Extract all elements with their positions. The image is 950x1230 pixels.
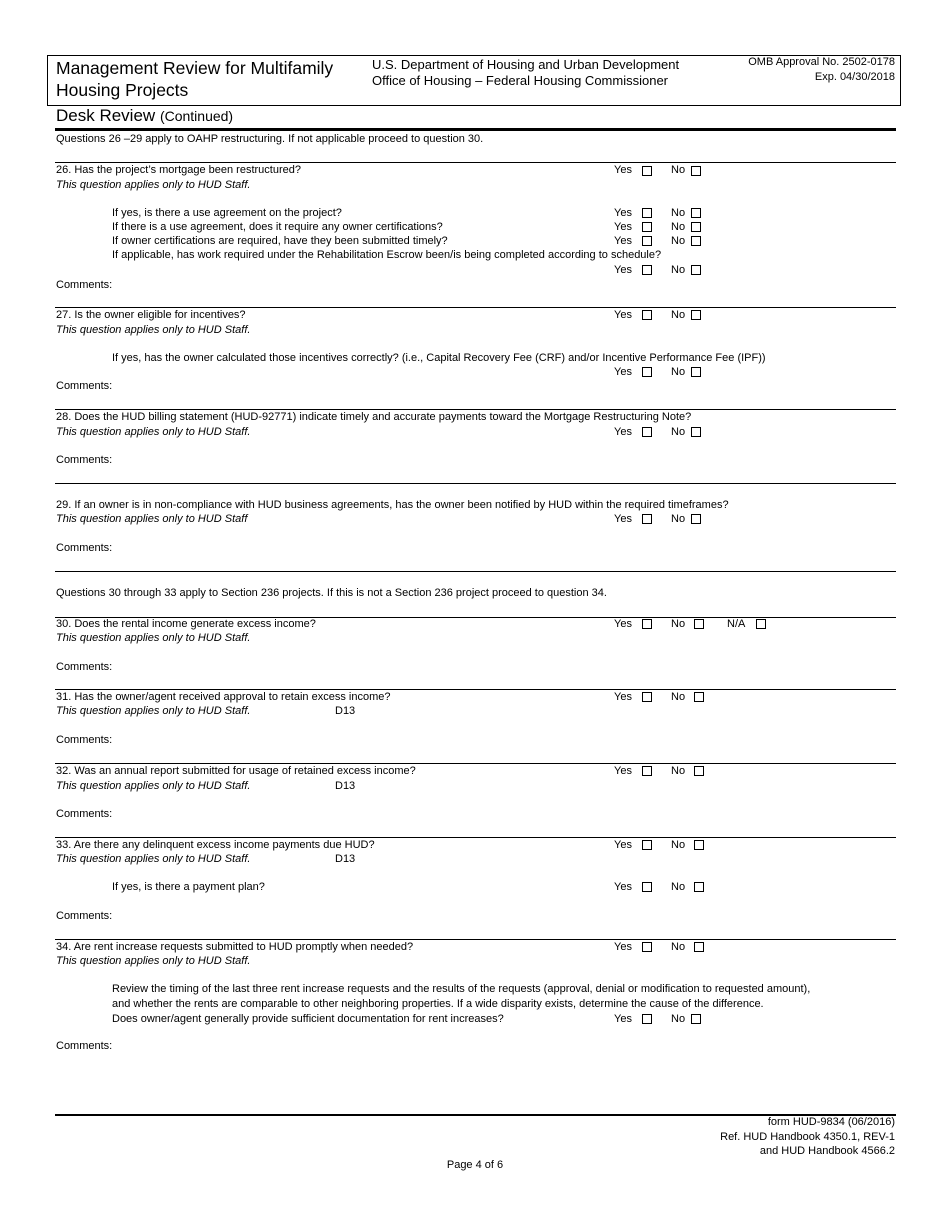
yes-label: Yes [614, 366, 632, 378]
no-label: No [671, 839, 686, 851]
divider [55, 689, 896, 690]
q34-no-checkbox[interactable] [694, 942, 704, 952]
no-label: No [671, 264, 686, 276]
q31-no-checkbox[interactable] [694, 692, 704, 702]
question-32: 32. Was an annual report submitted for usage of retained excess income? [56, 765, 416, 777]
no-label: No [671, 207, 686, 219]
q26-sub2: If there is a use agreement, does it require any owner certifications? [112, 221, 443, 233]
question-26: 26. Has the project’s mortgage been restructured? [56, 164, 301, 176]
q27a-no-checkbox[interactable] [691, 367, 701, 377]
q26a-no-checkbox[interactable] [691, 208, 701, 218]
no-label: No [671, 691, 686, 703]
handbook-ref-1: Ref. HUD Handbook 4350.1, REV-1 [720, 1131, 895, 1143]
q27-sub1: If yes, has the owner calculated those incentives correctly? (i.e., Capital Recovery Fee (CRF) and/or Incentive Performance Fee (IPF)) [112, 352, 766, 364]
q26c-no-checkbox[interactable] [691, 236, 701, 246]
staff-note: This question applies only to HUD Staff. [56, 426, 251, 438]
question-34: 34. Are rent increase requests submitted to HUD promptly when needed? [56, 941, 414, 953]
q33-sub1: If yes, is there a payment plan? [112, 881, 265, 893]
comments-label: Comments: [56, 454, 113, 466]
q27a-yes-checkbox[interactable] [642, 367, 652, 377]
yes-label: Yes [614, 426, 632, 438]
q33-no-checkbox[interactable] [694, 840, 704, 850]
staff-note: This question applies only to HUD Staff. [56, 632, 251, 644]
q27-yes-checkbox[interactable] [642, 310, 652, 320]
comments-label: Comments: [56, 734, 113, 746]
no-label: No [671, 881, 686, 893]
q32-no-checkbox[interactable] [694, 766, 704, 776]
question-27: 27. Is the owner eligible for incentives? [56, 309, 246, 321]
yes-label: Yes [614, 691, 632, 703]
no-label: No [671, 765, 686, 777]
q33a-no-checkbox[interactable] [694, 882, 704, 892]
comments-label: Comments: [56, 1040, 113, 1052]
q26b-yes-checkbox[interactable] [642, 222, 652, 232]
yes-label: Yes [614, 765, 632, 777]
comments-label: Comments: [56, 542, 113, 554]
q29-no-checkbox[interactable] [691, 514, 701, 524]
q26-no-checkbox[interactable] [691, 166, 701, 176]
q31-yes-checkbox[interactable] [642, 692, 652, 702]
q26d-yes-checkbox[interactable] [642, 265, 652, 275]
no-label: No [671, 309, 686, 321]
question-33: 33. Are there any delinquent excess income payments due HUD? [56, 839, 375, 851]
yes-label: Yes [614, 164, 632, 176]
omb-approval: OMB Approval No. 2502-0178 [748, 56, 895, 68]
reference-code: D13 [335, 780, 356, 792]
yes-label: Yes [614, 881, 632, 893]
page-number: Page 4 of 6 [446, 1159, 504, 1171]
q26-yes-checkbox[interactable] [642, 166, 652, 176]
q26d-no-checkbox[interactable] [691, 265, 701, 275]
q26-sub3: If owner certifications are required, have they been submitted timely? [112, 235, 448, 247]
q29-yes-checkbox[interactable] [642, 514, 652, 524]
divider [55, 483, 896, 484]
handbook-ref-2: and HUD Handbook 4566.2 [759, 1145, 895, 1157]
no-label: No [671, 941, 686, 953]
department-line1: U.S. Department of Housing and Urban Development [372, 57, 680, 72]
yes-label: Yes [614, 618, 632, 630]
q32-yes-checkbox[interactable] [642, 766, 652, 776]
form-title-line2: Housing Projects [56, 80, 189, 100]
form-number: form HUD-9834 (06/2016) [767, 1116, 895, 1128]
comments-label: Comments: [56, 661, 113, 673]
q34-yes-checkbox[interactable] [642, 942, 652, 952]
question-30: 30. Does the rental income generate excess income? [56, 618, 316, 630]
section-title-text: Desk Review [56, 106, 156, 125]
reference-code: D13 [335, 853, 356, 865]
question-31: 31. Has the owner/agent received approval to retain excess income? [56, 691, 391, 703]
q34a-yes-checkbox[interactable] [642, 1014, 652, 1024]
yes-label: Yes [614, 264, 632, 276]
no-label: No [671, 618, 686, 630]
yes-label: Yes [614, 207, 632, 219]
q34-sub3: Does owner/agent generally provide sufficient documentation for rent increases? [112, 1013, 504, 1025]
q34a-no-checkbox[interactable] [691, 1014, 701, 1024]
q30-na-checkbox[interactable] [756, 619, 766, 629]
section-title [56, 106, 233, 126]
divider [55, 837, 896, 838]
yes-label: Yes [614, 1013, 632, 1025]
q26-sub4: If applicable, has work required under the Rehabilitation Escrow been/is being completed according to schedule? [112, 249, 662, 261]
staff-note: This question applies only to HUD Staff. [56, 705, 251, 717]
q26-sub1: If yes, is there a use agreement on the project? [112, 207, 342, 219]
yes-label: Yes [614, 513, 632, 525]
no-label: No [671, 1013, 686, 1025]
q34-sub2: and whether the rents are comparable to other neighboring properties. If a wide disparity exists, determine the cause of the difference. [112, 998, 764, 1010]
divider [55, 939, 896, 940]
yes-label: Yes [614, 839, 632, 851]
no-label: No [671, 513, 686, 525]
divider [55, 763, 896, 764]
staff-note: This question applies only to HUD Staff. [56, 853, 251, 865]
yes-label: Yes [614, 941, 632, 953]
divider [55, 409, 896, 410]
staff-note: This question applies only to HUD Staff [56, 513, 248, 525]
section-rule [55, 128, 896, 131]
q26c-yes-checkbox[interactable] [642, 236, 652, 246]
q30-no-checkbox[interactable] [694, 619, 704, 629]
divider [55, 162, 896, 163]
q26b-no-checkbox[interactable] [691, 222, 701, 232]
no-label: No [671, 426, 686, 438]
form-title-line1: Management Review for Multifamily [56, 58, 334, 78]
reference-code: D13 [335, 705, 356, 717]
divider [55, 571, 896, 572]
comments-label: Comments: [56, 279, 113, 291]
no-label: No [671, 366, 686, 378]
divider [55, 307, 896, 308]
q30-yes-checkbox[interactable] [642, 619, 652, 629]
staff-note: This question applies only to HUD Staff. [56, 955, 251, 967]
question-28: 28. Does the HUD billing statement (HUD-92771) indicate timely and accurate payments toward the Mortgage Restructuring Note? [56, 411, 692, 423]
staff-note: This question applies only to HUD Staff. [56, 780, 251, 792]
q26a-yes-checkbox[interactable] [642, 208, 652, 218]
intro-section-236: Questions 30 through 33 apply to Section 236 projects. If this is not a Section 236 project proceed to question 34. [56, 587, 607, 599]
comments-label: Comments: [56, 910, 113, 922]
no-label: No [671, 164, 686, 176]
q28-yes-checkbox[interactable] [642, 427, 652, 437]
department-line2: Office of Housing – Federal Housing Commissioner [372, 73, 669, 88]
yes-label: Yes [614, 235, 632, 247]
na-label: N/A [727, 618, 746, 630]
expiration-date: Exp. 04/30/2018 [814, 71, 895, 83]
q34-sub1: Review the timing of the last three rent increase requests and the results of the requests (approval, denial or modification to requested amount), [112, 983, 811, 995]
section-continued: (Continued) [159, 108, 234, 124]
comments-label: Comments: [56, 380, 113, 392]
q27-no-checkbox[interactable] [691, 310, 701, 320]
yes-label: Yes [614, 309, 632, 321]
staff-note: This question applies only to HUD Staff. [56, 179, 251, 191]
staff-note: This question applies only to HUD Staff. [56, 324, 251, 336]
yes-label: Yes [614, 221, 632, 233]
q33-yes-checkbox[interactable] [642, 840, 652, 850]
q33a-yes-checkbox[interactable] [642, 882, 652, 892]
comments-label: Comments: [56, 808, 113, 820]
no-label: No [671, 221, 686, 233]
intro-oahp: Questions 26 –29 apply to OAHP restructuring. If not applicable proceed to question 30. [56, 133, 484, 145]
q28-no-checkbox[interactable] [691, 427, 701, 437]
question-29: 29. If an owner is in non-compliance with HUD business agreements, has the owner been notified by HUD within the required timeframes? [56, 499, 729, 511]
no-label: No [671, 235, 686, 247]
